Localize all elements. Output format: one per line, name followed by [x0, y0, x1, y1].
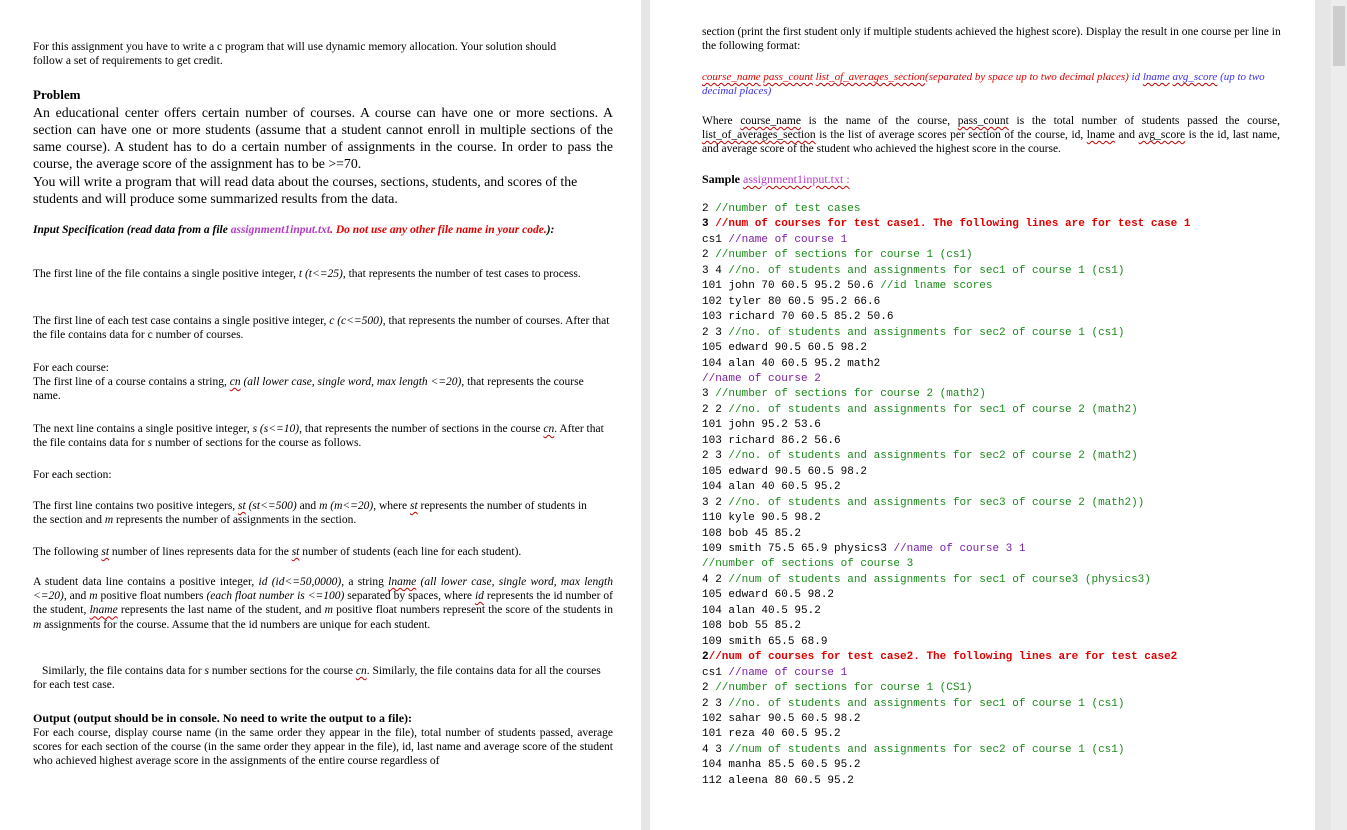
sample-filename: assignment1input.txt :: [743, 172, 850, 186]
code-line: 105 edward 60.5 98.2: [702, 589, 835, 602]
where-paragraph: Where course_name is the name of the course, pass_count is the total number of students passed the course, list_of_averages_section is the list of average scores per section of the course, id, lname and avg_score is the id, last name, and average score of the student who achieved the highest score in the course.: [702, 115, 1280, 155]
vertical-scrollbar[interactable]: [1331, 0, 1347, 830]
input-filename: assignment1input.txt: [230, 224, 331, 236]
code-line: 2 2 //no. of students and assignments for sec1 of course 2 (math2): [702, 403, 1138, 416]
code-line: 104 manha 85.5 60.5 95.2: [702, 759, 861, 772]
code-line: 103 richard 86.2 56.6: [702, 434, 841, 447]
code-line: cs1 //name of course 1: [702, 233, 848, 246]
problem-text: An educational center offers certain number of courses. A course can have one or more sections. A section can have one or more students (assume that a student cannot enroll in multiple sections of the same course). A student has to do a certain number of assignments in the course. In order to pass the course, the average score of the assignment has to be >=70.: [33, 105, 613, 171]
code-line: //number of sections of course 3: [702, 558, 914, 571]
para-section-head: For each section:: [33, 469, 112, 481]
code-line: 104 alan 40 60.5 95.2: [702, 481, 841, 494]
para-test-cases: The first line of the file contains a single positive integer, t (t<=25), that represents the number of test cases to process.: [33, 268, 581, 280]
problem-paragraph: [33, 104, 613, 172]
code-line: 2 3 //no. of students and assignments for sec1 of course 1 (cs1): [702, 697, 1125, 710]
para-student-data: A student data line contains a positive integer, id (id<=50,0000), a string lname (all lower case, single word, max length <=20), and m positive float numbers (each float number is <=100) separated by spaces, where id represents the id number of the student, lname represents the last name of the student, and m positive float numbers represent the score of the students in m assignments for the course. Assume that the id numbers are unique for each student.: [33, 576, 614, 631]
code-line: 103 richard 70 60.5 85.2 50.6: [702, 311, 894, 324]
code-line: 101 reza 40 60.5 95.2: [702, 728, 841, 741]
code-line: 108 bob 55 85.2: [702, 620, 802, 633]
code-line: 3 4 //no. of students and assignments for sec1 of course 1 (cs1): [702, 264, 1125, 277]
document-page-left: [0, 0, 641, 830]
code-line: 112 aleena 80 60.5 95.2: [702, 774, 854, 787]
scrollbar-thumb[interactable]: [1333, 6, 1345, 66]
code-line: 2 //number of sections for course 1 (cs1): [702, 249, 973, 262]
code-line: 108 bob 45 85.2: [702, 527, 802, 540]
code-line: 3 2 //no. of students and assignments for sec3 of course 2 (math2)): [702, 496, 1145, 509]
output-heading: Output (output should be in console. No need to write the output to a file):: [33, 711, 413, 725]
code-line: 104 alan 40 60.5 95.2 math2: [702, 357, 881, 370]
sample-label: Sample assignment1input.txt :: [702, 172, 850, 186]
para-students: The first line contains two positive integers, st (st<=500) and m (m<=20), where st represents the number of students in the section and m represents the number of assignments in the section.: [33, 500, 587, 526]
code-line: 110 kyle 90.5 98.2: [702, 512, 821, 525]
problem-text-2: You will write a program that will read data about the courses, sections, students, and scores of the students and will produce some summarized results from the data.: [33, 174, 578, 206]
para-similarly: Similarly, the file contains data for s number sections for the course cn. Similarly, the file contains data for all the courses for each test case.: [33, 665, 601, 691]
code-line: 102 tyler 80 60.5 95.2 66.6: [702, 295, 881, 308]
code-line: 102 sahar 90.5 60.5 98.2: [702, 712, 861, 725]
code-line: 104 alan 40.5 95.2: [702, 604, 821, 617]
intro-paragraph: For this assignment you have to write a c program that will use dynamic memory allocation. Your solution should follow a set of requirements to get credit.: [33, 41, 557, 67]
code-line: cs1 //name of course 1: [702, 666, 848, 679]
code-line: 101 john 95.2 53.6: [702, 419, 821, 432]
code-line: //name of course 2: [702, 372, 821, 385]
para-course: For each course: The first line of a course contains a string, cn (all lower case, single word, max length <=20), that represents the course name.: [33, 362, 584, 402]
code-line: 2//num of courses for test case2. The following lines are for test case2: [702, 651, 1178, 664]
code-line: 109 smith 65.5 68.9: [702, 635, 828, 648]
code-line: 101 john 70 60.5 95.2 50.6 //id lname scores: [702, 280, 993, 293]
document-page-right: [650, 0, 1315, 830]
filename-warning: . Do not use any other file name in your code.: [330, 224, 547, 236]
code-line: 3 //number of sections for course 2 (math2): [702, 388, 986, 401]
code-line: 105 edward 90.5 60.5 98.2: [702, 342, 868, 355]
code-line: 109 smith 75.5 65.9 physics3 //name of course 3 1: [702, 542, 1026, 555]
code-line: 2 3 //no. of students and assignments for sec2 of course 1 (cs1): [702, 326, 1125, 339]
continued-paragraph: section (print the first student only if multiple students achieved the highest score). Display the result in one course per line in the following format:: [702, 26, 1281, 52]
code-line: 2 //number of sections for course 1 (CS1): [702, 682, 973, 695]
code-line: 2 //number of test cases: [702, 203, 861, 215]
code-line: 3 //num of courses for test case1. The following lines are for test case 1: [702, 218, 1191, 231]
para-courses: The first line of each test case contains a single positive integer, c (c<=500), that represents the number of courses. After that the file contains data for c number of courses.: [33, 315, 610, 341]
input-spec-heading: Input Specification (read data from a file assignment1input.txt. Do not use any other file name in your code.):: [33, 224, 555, 236]
sample-input-code: [702, 202, 1302, 789]
output-paragraph: For each course, display course name (in the same order they appear in the file), total number of students passed, average scores for each section of the course (in the same order they appear in the file), id, last name and average score of the student who achieved highest average score in the assignments of the entire course regardless of: [33, 727, 613, 767]
para-sections: The next line contains a single positive integer, s (s<=10), that represents the number of sections in the course cn. After that the file contains data for s number of sections for the course as follows.: [33, 423, 604, 449]
code-line: 105 edward 90.5 60.5 98.2: [702, 465, 868, 478]
problem-paragraph-2: [33, 173, 613, 207]
code-line: 4 3 //num of students and assignments for sec2 of course 1 (cs1): [702, 743, 1125, 756]
para-student-lines: The following st number of lines represents data for the st number of students (each line for each student).: [33, 546, 522, 558]
output-format-line: course_name pass_count list_of_averages_section(separated by space up to two decimal places) id lname avg_score (up to two decimal places): [702, 71, 1265, 97]
code-line: 4 2 //num of students and assignments for sec1 of course3 (physics3): [702, 573, 1151, 586]
problem-heading: Problem: [33, 87, 81, 102]
code-line: 2 3 //no. of students and assignments for sec2 of course 2 (math2): [702, 450, 1138, 463]
